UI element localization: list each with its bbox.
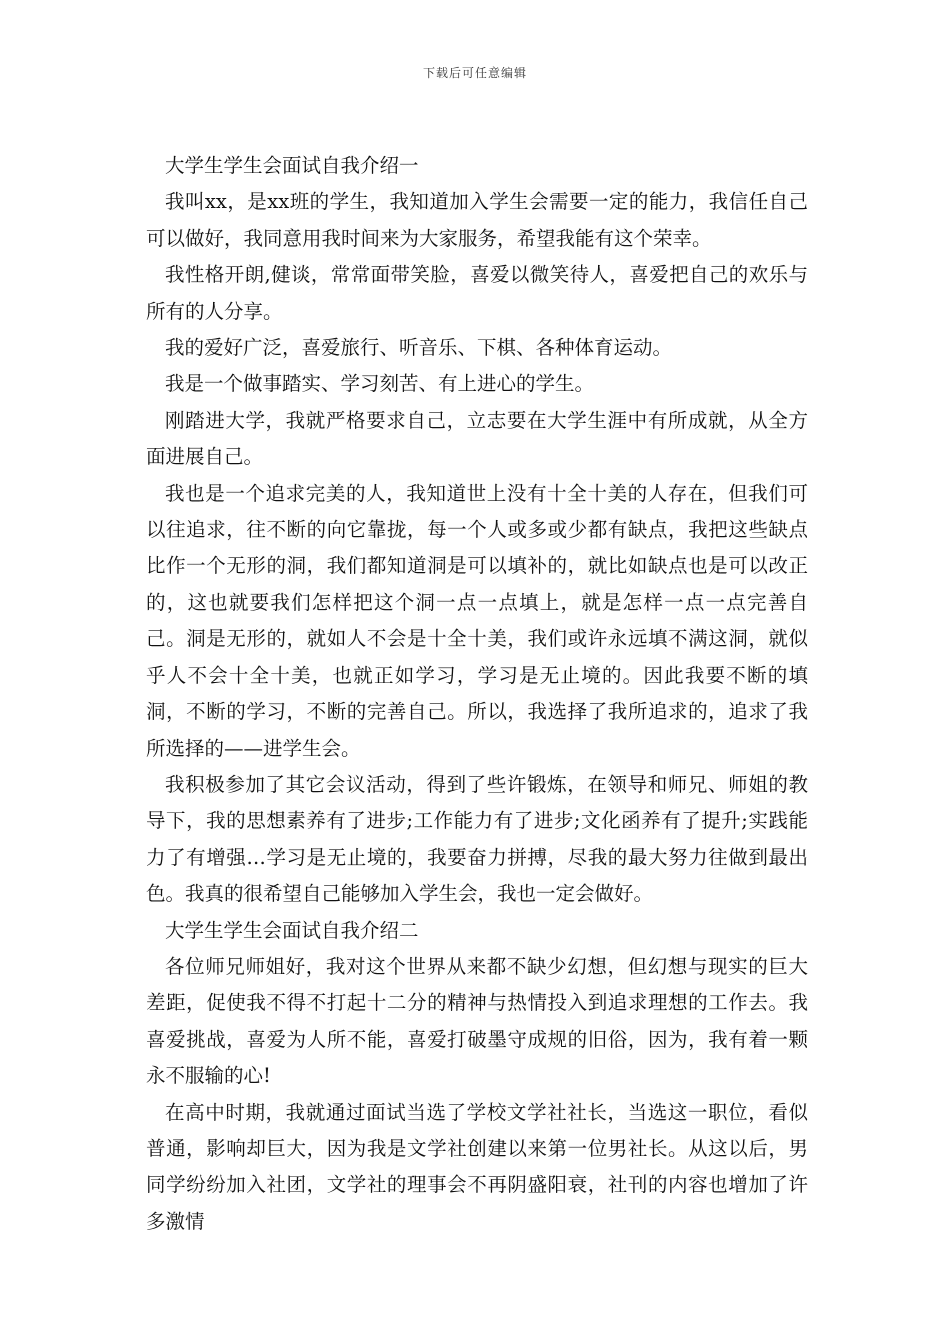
document-body [146, 148, 808, 1240]
section-title-2: 大学生学生会面试自我介绍二 [165, 918, 419, 942]
page-header-note: 下载后可任意编辑 [422, 66, 527, 80]
paragraph: 我积极参加了其它会议活动，得到了些许锻炼，在领导和师兄、师姐的教导下，我的思想素养有了进步;工作能力有了进步;文化函养有了提升;实践能力了有增强…学习是无止境的，我要奋力拼搏，尽我的最大努力往做到最出色。我真的很希望自己能够加入学生会，我也一定会做好。 [146, 772, 808, 906]
section-title-1: 大学生学生会面试自我介绍一 [165, 154, 419, 177]
paragraph: 在高中时期，我就通过面试当选了学校文学社社长，当选这一职位，看似普通，影响却巨大，因为我是文学社创建以来第一位男社长。从这以后，男同学纷纷加入社团，文学社的理事会不再阴盛阳衰，社刊的内容也增加了许多激情 [146, 1100, 808, 1233]
paragraph: 各位师兄师姐好，我对这个世界从来都不缺少幻想，但幻想与现实的巨大差距，促使我不得不打起十二分的精神与热情投入到追求理想的工作去。我喜爱挑战，喜爱为人所不能，喜爱打破墨守成规的旧俗，因为，我有着一颗永不服输的心! [146, 954, 808, 1088]
paragraph: 我的爱好广泛，喜爱旅行、听音乐、下棋、各种体育运动。 [165, 336, 673, 360]
paragraph: 我是一个做事踏实、学习刻苦、有上进心的学生。 [165, 372, 595, 396]
paragraph: 我性格开朗,健谈，常常面带笑脸，喜爱以微笑待人，喜爱把自己的欢乐与所有的人分享。 [146, 263, 808, 323]
paragraph: 刚踏进大学，我就严格要求自己，立志要在大学生涯中有所成就，从全方面进展自己。 [146, 408, 808, 469]
paragraph: 我叫xx，是xx班的学生，我知道加入学生会需要一定的能力，我信任自己可以做好，我同意用我时间来为大家服务，希望我能有这个荣幸。 [146, 190, 808, 250]
paragraph: 我也是一个追求完美的人，我知道世上没有十全十美的人存在，但我们可以往追求，往不断的向它靠拢，每一个人或多或少都有缺点，我把这些缺点比作一个无形的洞，我们都知道洞是可以填补的，就比如缺点也是可以改正的，这也就要我们怎样把这个洞一点一点填上，就是怎样一点一点完善自己。洞是无形的，就如人不会是十全十美，我们或许永远填不满这洞，就似乎人不会十全十美，也就正如学习，学习是无止境的。因此我要不断的填洞，不断的学习，不断的完善自己。所以，我选择了我所追求的，追求了我所选择的——进学生会。 [146, 481, 808, 760]
